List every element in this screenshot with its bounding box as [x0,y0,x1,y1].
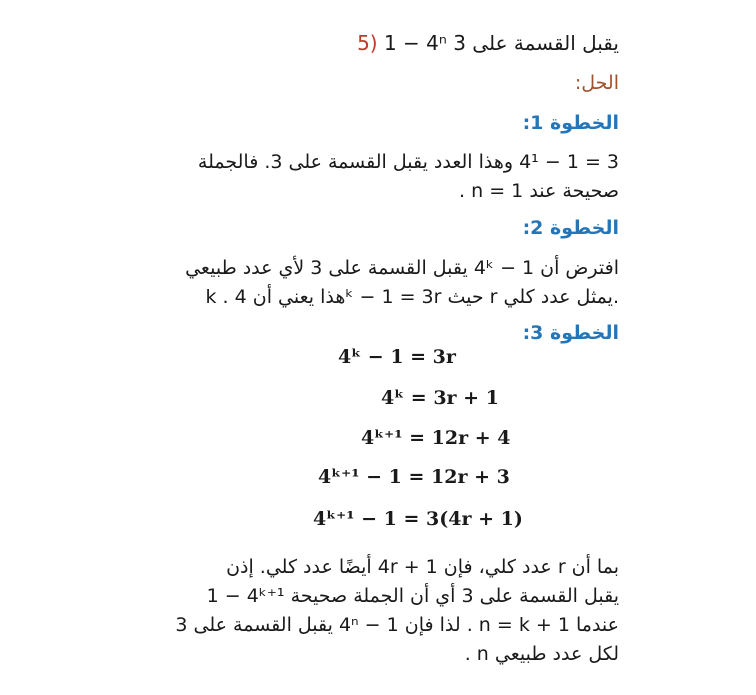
equation-2: 4ᵏ = 3r + 1 [381,387,499,409]
problem-statement [357,31,619,55]
step2-line2: k . هذا يعني أن 4ᵏ − 1 = 3r حيث r يمثل عدد كلي. [205,286,619,308]
problem-text: 1 − 4ⁿ يقبل القسمة على 3 [383,31,619,55]
problem-number: 5) [357,31,378,55]
equation-4: 4ᵏ⁺¹ − 1 = 12r + 3 [318,466,510,488]
step1-line2: صحيحة عند n = 1 . [459,180,619,202]
conclusion-line4: لكل عدد طبيعي n . [464,643,619,665]
step1-heading: الخطوة 1: [522,112,619,134]
step3-heading: الخطوة 3: [522,322,619,344]
solution-label: الحل: [574,72,619,94]
conclusion-line3: عندما n = k + 1 . لذا فإن 4ⁿ − 1 يقبل القسمة على 3 [175,614,619,636]
step2-line1: افترض أن 1 − 4ᵏ يقبل القسمة على 3 لأي عدد طبيعي [185,257,619,279]
equation-1: 4ᵏ − 1 = 3r [338,346,456,368]
conclusion-line2: 1 − 4ᵏ⁺¹ يقبل القسمة على 3 أي أن الجملة صحيحة [206,585,619,607]
conclusion-line1: بما أن r عدد كلي، فإن 4r + 1 أيضًا عدد كلي. إذن [226,556,619,578]
equation-5: 4ᵏ⁺¹ − 1 = 3(4r + 1) [313,508,523,530]
step1-line1: 3 = 1 − 4¹ وهذا العدد يقبل القسمة على 3. فالجملة [197,151,619,173]
step2-heading: الخطوة 2: [522,217,619,239]
equation-3: 4ᵏ⁺¹ = 12r + 4 [361,427,511,449]
